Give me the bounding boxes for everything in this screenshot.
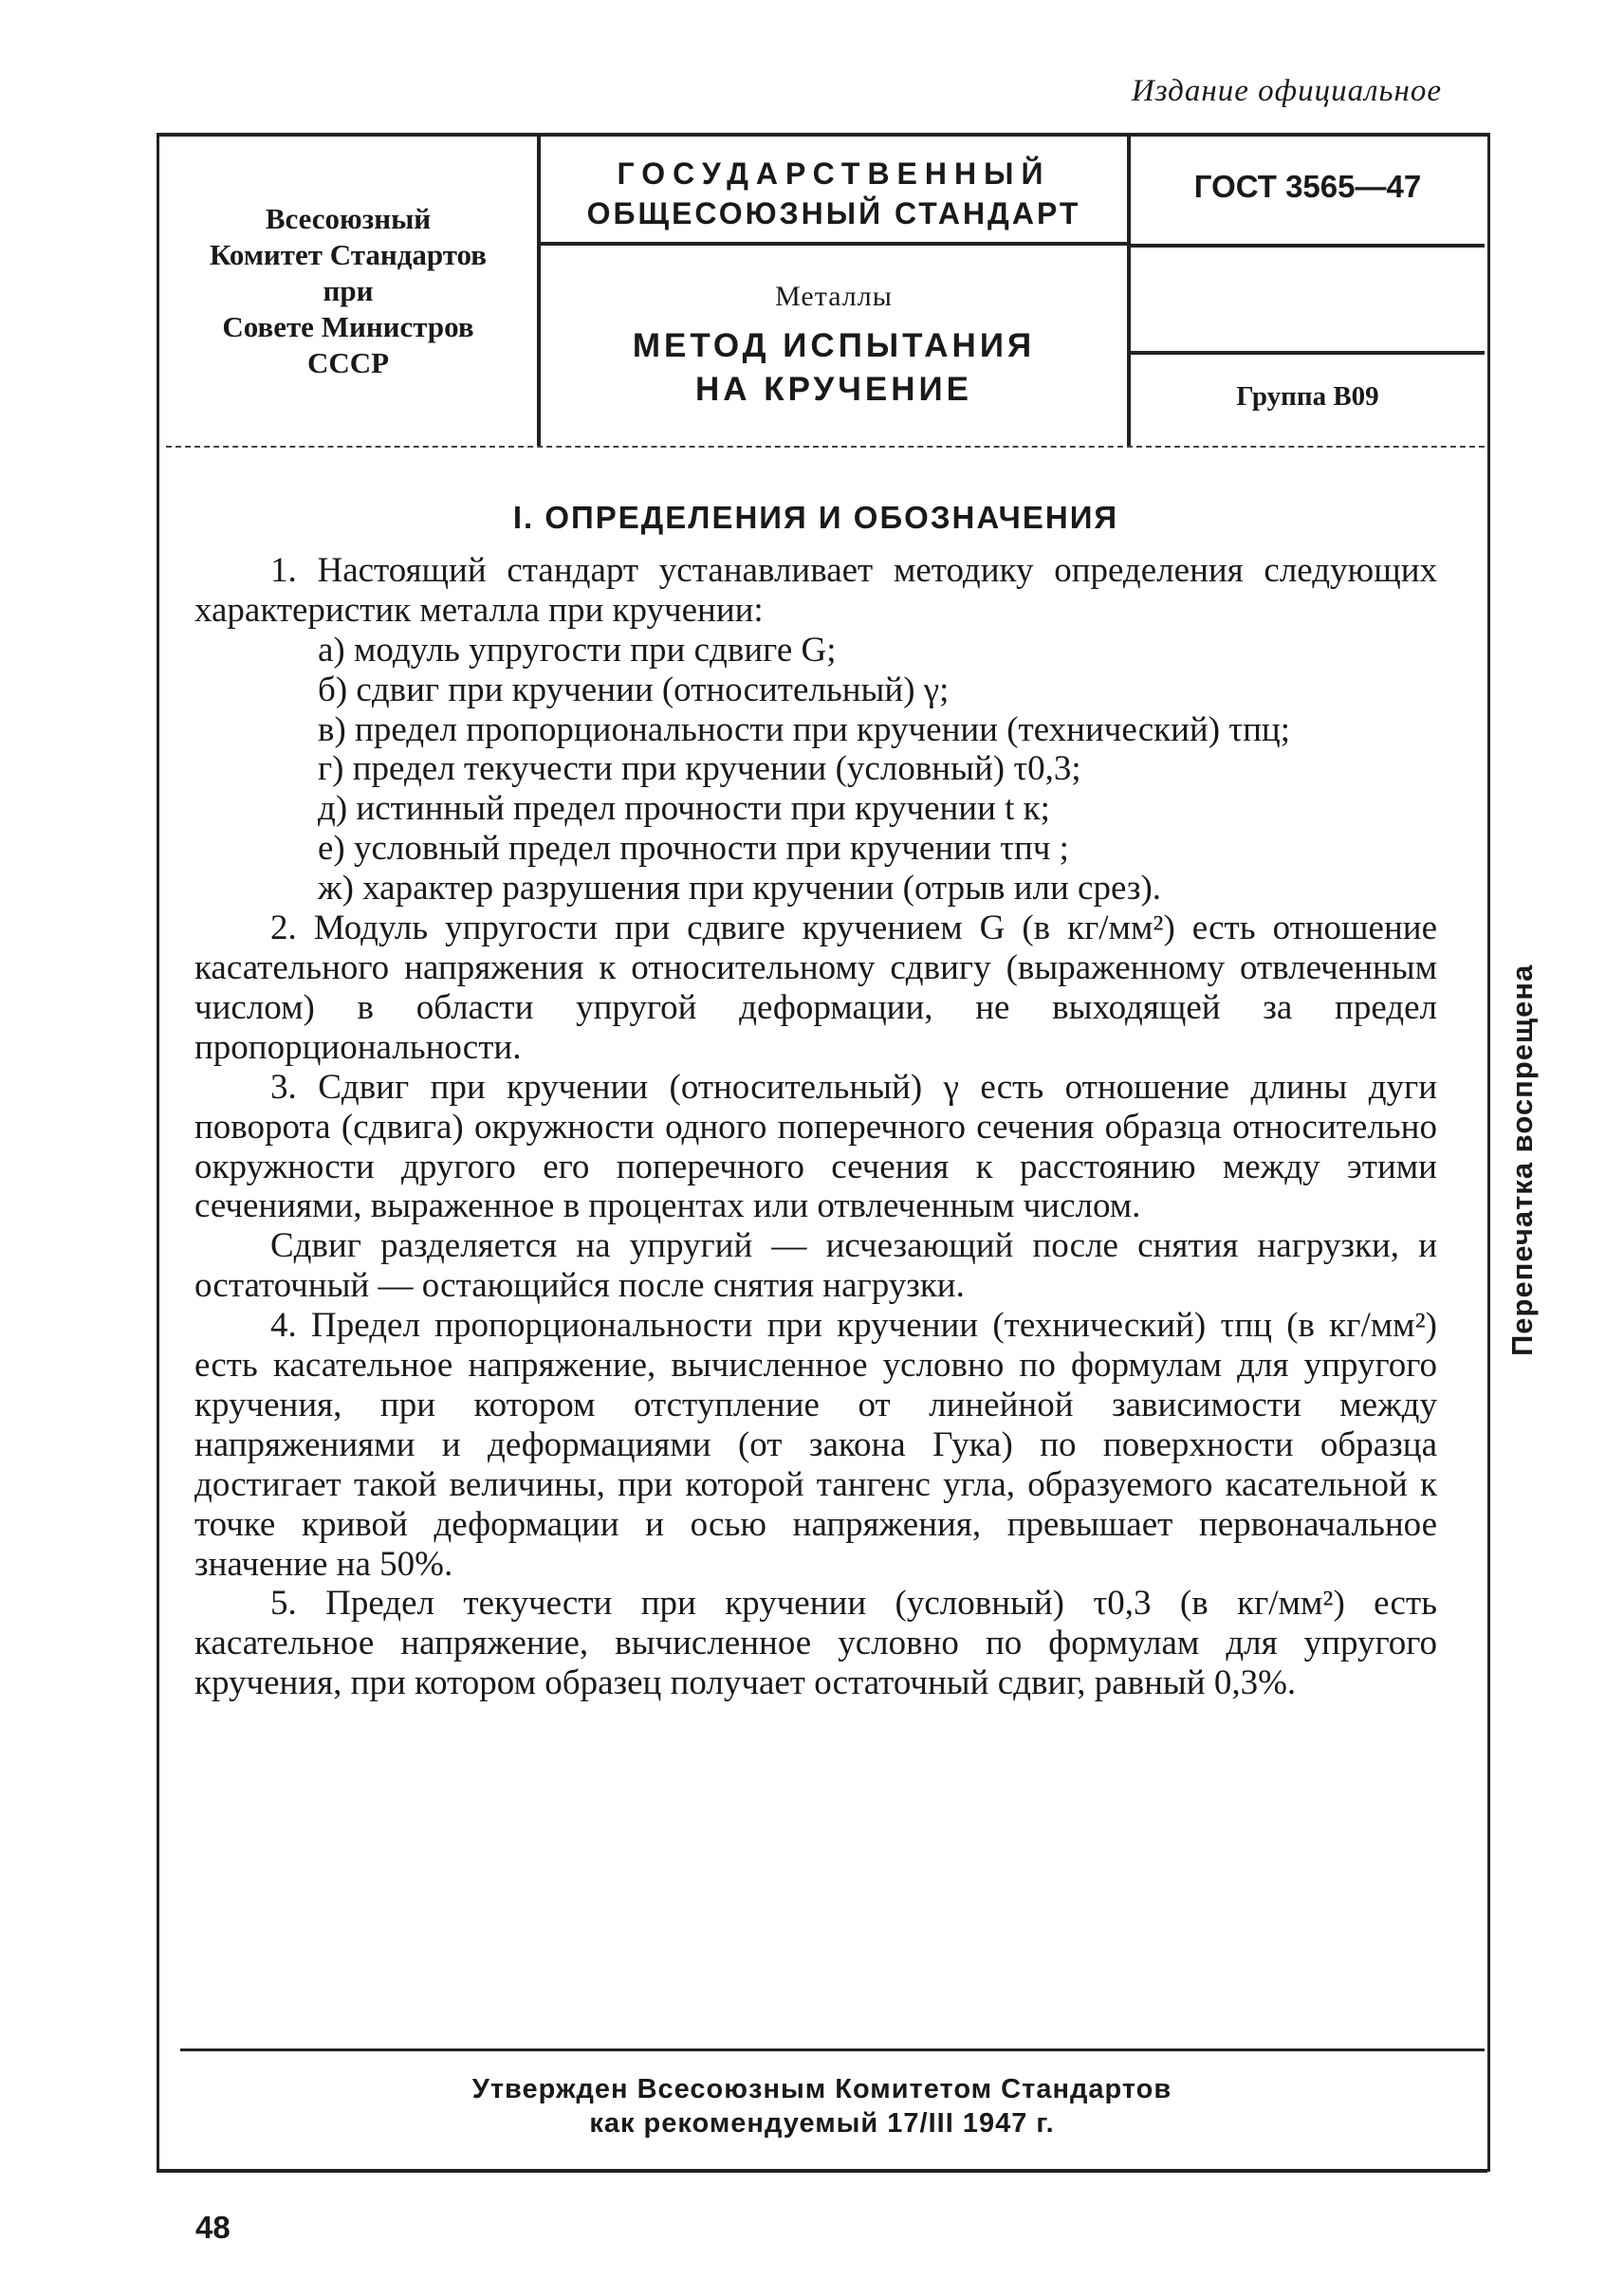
paragraph: Сдвиг разделяется на упругий — исчезающий после снятия нагрузки, и остаточный — остающийся после снятия нагрузки.: [194, 1226, 1437, 1306]
standard-type-line2: ОБЩЕСОЮЗНЫЙ СТАНДАРТ: [586, 196, 1081, 230]
method-line2: НА КРУЧЕНИЕ: [694, 371, 972, 408]
approval-line1: Утвержден Всесоюзным Комитетом Стандартов: [471, 2074, 1172, 2104]
section-title: I. ОПРЕДЕЛЕНИЯ И ОБОЗНАЧЕНИЯ: [512, 500, 1119, 535]
committee-line: Комитет Стандартов: [209, 238, 488, 271]
list-item: б) сдвиг при кручении (относительный) γ;: [318, 670, 950, 709]
footer-rule: [180, 2048, 1485, 2051]
gost-number: ГОСТ 3565—47: [1193, 169, 1422, 204]
reprint-prohibited-note: Перепечатка воспрещена: [1505, 964, 1539, 1356]
committee-line: Всесоюзный: [265, 202, 432, 235]
committee-name: [210, 201, 487, 381]
list-item: е) условный предел прочности при кручении τпч ;: [318, 829, 1069, 869]
method-line1: МЕТОД ИСПЫТАНИЯ: [632, 327, 1036, 364]
approval-line2: как рекомендуемый 17/III 1947 г.: [589, 2108, 1055, 2139]
approval-note: [159, 2072, 1485, 2140]
frame-bottom-rule: [157, 2169, 1487, 2173]
subject: Металлы: [775, 281, 893, 312]
committee-line: при: [323, 274, 374, 307]
standard-type-line1: ГОСУДАРСТВЕННЫЙ: [617, 156, 1051, 191]
document-body: [194, 488, 1437, 1703]
method-title: [541, 324, 1127, 412]
paragraph: 1. Настоящий стандарт устанавливает методику определения следующих характеристик металла при кручении:: [194, 550, 1437, 630]
paragraph: 4. Предел пропорциональности при кручении (технический) τпц (в кг/мм²) есть касательное напряжение, вычисленное условно по формулам для упругого кручения, при котором отступление от линейной зависимости между напряжениями и деформациями (от закона Гука) по поверхности образца достигает такой величины, при которой тангенс угла, образуемого касательной к точке кривой деформации и осью напряжения, превышает первоначальное значение на 50%.: [194, 1306, 1437, 1584]
paragraph: 2. Модуль упругости при сдвиге кручением G (в кг/мм²) есть отношение касательного напряжения к относительному сдвигу (выраженному отвлеченным числом) в области упругой деформации, не выходящей за предел пропорциональности.: [194, 909, 1437, 1067]
designation-cell: [1131, 137, 1485, 446]
list-item: д) истинный предел прочности при кручении t к;: [318, 789, 1050, 829]
title-divider: [541, 242, 1127, 246]
committee-line: Совете Министров: [222, 310, 474, 343]
header-dashed-rule: [166, 446, 1485, 448]
list-item: ж) характер разрушения при кручении (отрыв или срез).: [318, 869, 1162, 909]
page-number: 48: [195, 2210, 231, 2245]
list-item: г) предел текучести при кручении (условный) τ0,3;: [318, 749, 1081, 789]
list-item: а) модуль упругости при сдвиге G;: [318, 630, 837, 670]
edition-note: Издание официальное: [1131, 74, 1442, 108]
group-code: Группа В09: [1236, 381, 1379, 412]
committee-cell: [159, 137, 541, 446]
standard-type: [541, 154, 1127, 233]
paragraph: 5. Предел текучести при кручении (условный) τ0,3 (в кг/мм²) есть касательное напряжение, вычисленное условно по формулам для упругого кручения, при котором образец получает остаточный сдвиг, равный 0,3%.: [194, 1584, 1437, 1703]
committee-line: СССР: [306, 346, 390, 379]
list-item: в) предел пропорциональности при кручении (технический) τпц;: [318, 709, 1291, 749]
paragraph: 3. Сдвиг при кручении (относительный) γ есть отношение длины дуги поворота (сдвига) окружности одного поперечного сечения образца относительно окружности другого его поперечного сечения к расстоянию между этими сечениями, выраженное в процентах или отвлеченным числом.: [194, 1067, 1437, 1226]
designation-divider: [1131, 244, 1485, 248]
header-block: [159, 137, 1485, 446]
title-cell: [541, 137, 1131, 446]
designation-divider: [1131, 351, 1485, 355]
